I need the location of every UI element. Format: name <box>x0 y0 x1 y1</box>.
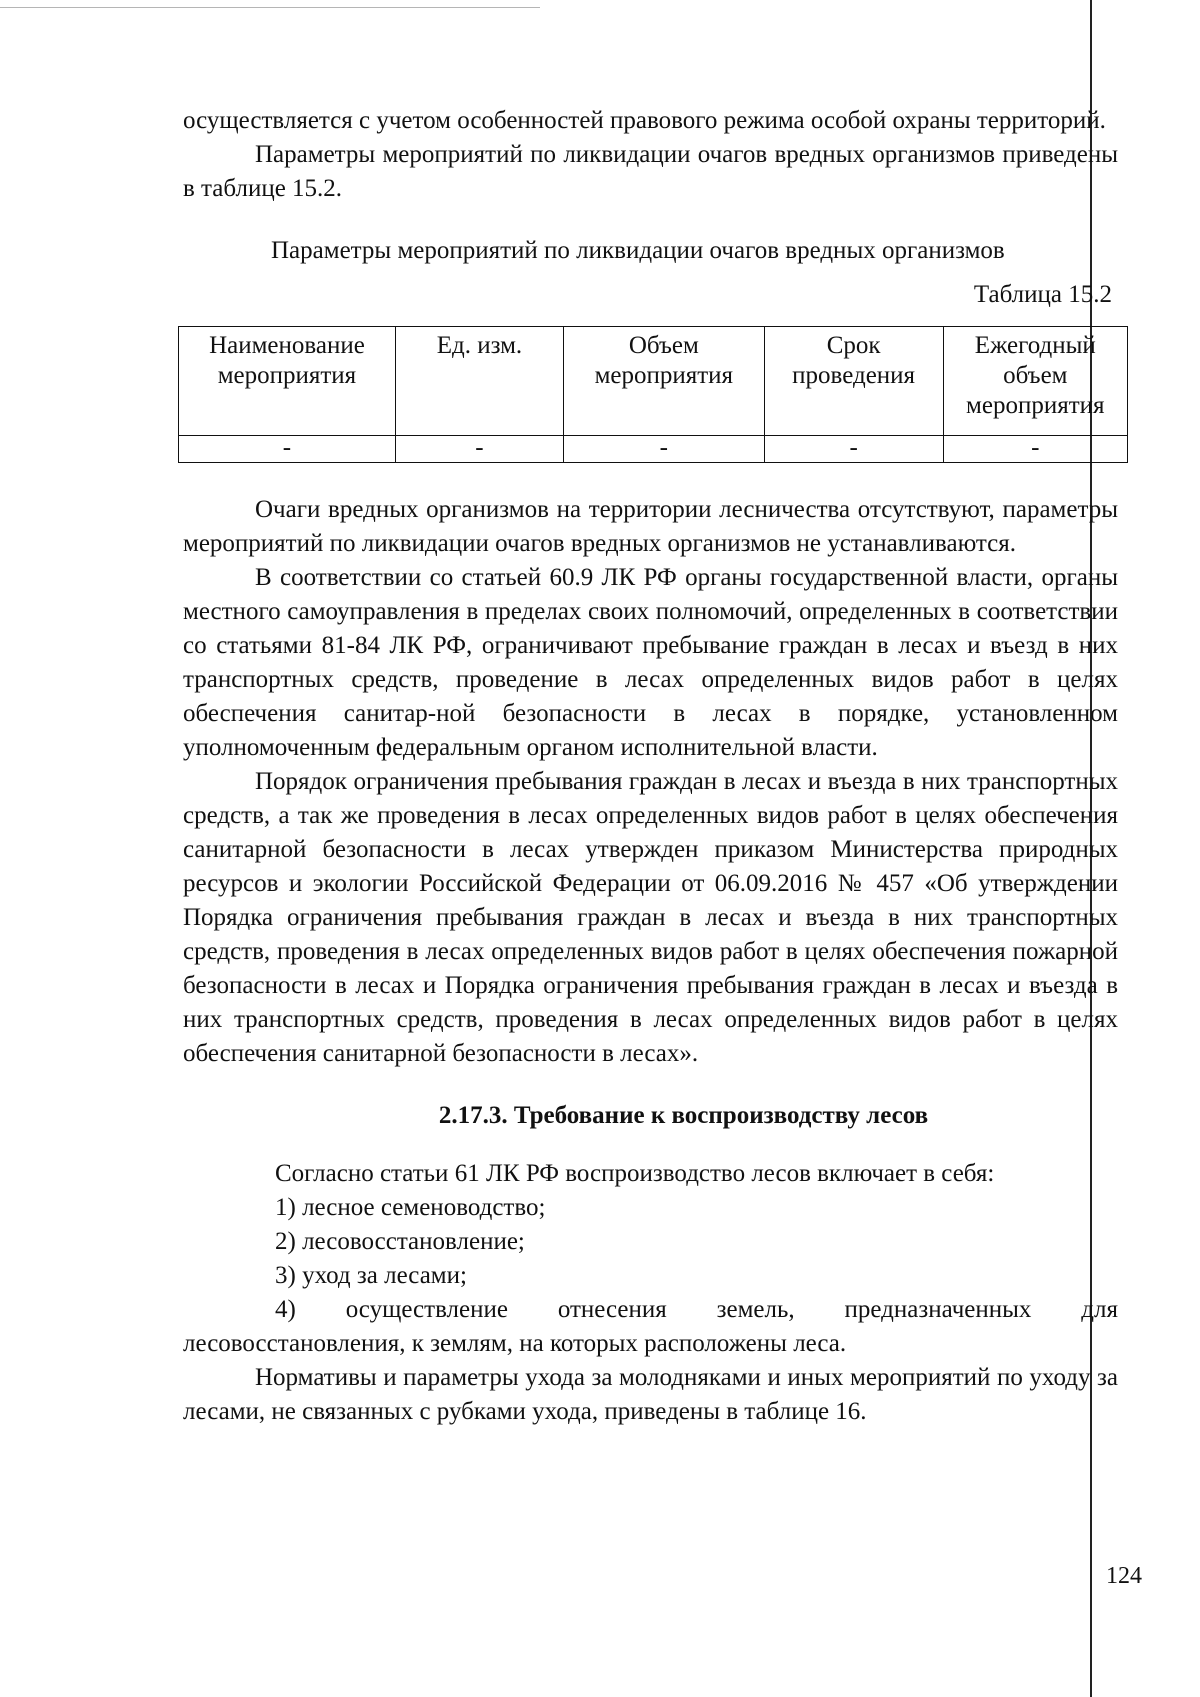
list-item: 3) уход за лесами; <box>275 1262 467 1289</box>
table-cell: - <box>395 436 563 463</box>
paragraph-table-16-reference: Нормативы и параметры ухода за молодняками и иных мероприятий по уходу за лесами, не связанных с рубками ухода, приведены в таблице 16. <box>183 1364 1118 1425</box>
table-number-label: Таблица 15.2 <box>973 281 1112 308</box>
table-cell: - <box>943 436 1127 463</box>
reproduction-list <box>183 1157 1118 1361</box>
table-title: Параметры мероприятий по ликвидации очагов вредных организмов <box>271 237 1005 264</box>
list-intro: Согласно статьи 61 ЛК РФ воспроизводство лесов включает в себя: <box>275 1160 995 1187</box>
list-item: 4) осуществление отнесения земель, предназначенных для лесовосстановления, к землям, на которых расположены леса. <box>183 1296 1118 1357</box>
table-header-cell: Срок проведения <box>764 327 943 436</box>
paragraph-order-457: Порядок ограничения пребывания граждан в лесах и въезда в них транспортных средств, а так же проведения в лесах определенных видов работ в целях обеспечения санитарной безопасности в лесах утвержден приказом Министерства природных ресурсов и экологии Российской Федерации от 06.09.2016 № 457 «Об утверждении Порядка ограничения пребывания граждан в лесах и въезда в них транспортных средств, проведения в лесах определенных видов работ в целях обеспечения пожарной безопасности в лесах и Порядка ограничения пребывания граждан в лесах и въезда в них транспортных средств, проведения в лесах определенных видов работ в целях обеспечения санитарной безопасности в лесах». <box>183 768 1118 1067</box>
list-item: 2) лесовосстановление; <box>275 1228 525 1255</box>
table-cell: - <box>564 436 765 463</box>
table-header-cell: Ежегодный объем мероприятия <box>943 327 1127 436</box>
paragraph-table-reference: Параметры мероприятий по ликвидации очагов вредных организмов приведены в таблице 15.2. <box>183 141 1118 202</box>
list-item: 1) лесное семеноводство; <box>275 1194 546 1221</box>
table-header-cell: Ед. изм. <box>395 327 563 436</box>
table-header-cell: Объем мероприятия <box>564 327 765 436</box>
paragraph-article-60-9: В соответствии со статьей 60.9 ЛК РФ органы государственной власти, органы местного самоуправления в пределах своих полномочий, определенных в соответствии со статьями 81-84 ЛК РФ, ограничивают пребывание граждан в лесах и въезд в них транспортных средств, проведение в лесах определенных видов работ в целях обеспечения санитар-ной безопасности в лесах в порядке, установленном уполномоченным федеральным органом исполнительной власти. <box>183 564 1118 761</box>
page-top-edge-line <box>0 7 540 8</box>
page-number: 124 <box>1106 1563 1142 1589</box>
table-row <box>179 436 1128 463</box>
document-body <box>183 104 1118 1429</box>
table-header-row <box>179 327 1128 436</box>
table-cell: - <box>179 436 396 463</box>
section-heading: 2.17.3. Требование к воспроизводству лесов <box>438 1102 929 1129</box>
paragraph-no-pest-foci: Очаги вредных организмов на территории лесничества отсутствуют, параметры мероприятий по ликвидации очагов вредных организмов не устанавливаются. <box>183 496 1118 557</box>
table-cell: - <box>764 436 943 463</box>
parameters-table <box>178 326 1128 463</box>
table-header-cell: Наименование мероприятия <box>179 327 396 436</box>
paragraph-continuation: осуществляется с учетом особенностей правового режима особой охраны территорий. <box>183 107 1106 134</box>
